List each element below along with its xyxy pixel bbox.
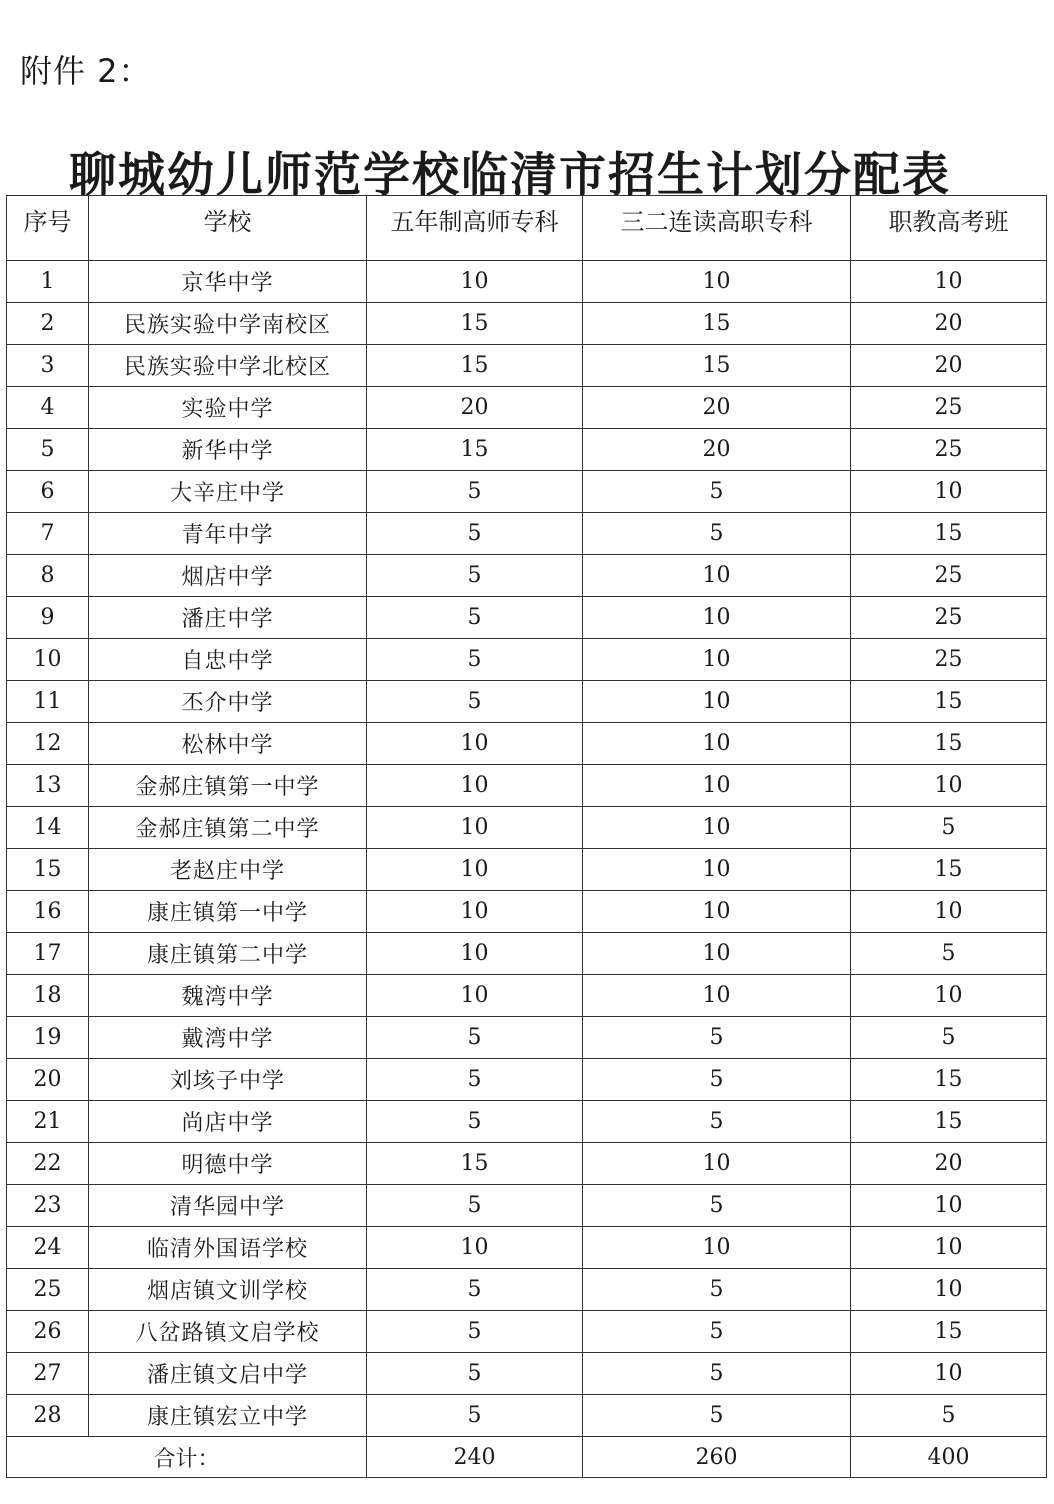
row-index: 2 <box>7 303 89 345</box>
three-two-count: 10 <box>583 975 851 1017</box>
table-row <box>7 1395 1047 1437</box>
vocational-exam-count: 25 <box>851 555 1047 597</box>
three-two-count: 15 <box>583 303 851 345</box>
row-index: 5 <box>7 429 89 471</box>
vocational-exam-count: 5 <box>851 1017 1047 1059</box>
school-name: 烟店中学 <box>89 555 367 597</box>
five-year-count: 5 <box>367 513 583 555</box>
table-row <box>7 345 1047 387</box>
three-two-count: 20 <box>583 387 851 429</box>
vocational-exam-count: 10 <box>851 261 1047 303</box>
three-two-count: 10 <box>583 849 851 891</box>
header-school: 学校 <box>89 196 367 261</box>
row-index: 24 <box>7 1227 89 1269</box>
five-year-count: 5 <box>367 1395 583 1437</box>
row-index: 21 <box>7 1101 89 1143</box>
school-name: 青年中学 <box>89 513 367 555</box>
vocational-exam-count: 20 <box>851 345 1047 387</box>
five-year-count: 5 <box>367 1311 583 1353</box>
row-index: 27 <box>7 1353 89 1395</box>
three-two-count: 5 <box>583 1311 851 1353</box>
five-year-count: 5 <box>367 639 583 681</box>
vocational-exam-count: 10 <box>851 975 1047 1017</box>
five-year-count: 5 <box>367 1017 583 1059</box>
school-name: 自忠中学 <box>89 639 367 681</box>
vocational-exam-count: 15 <box>851 1311 1047 1353</box>
school-name: 丕介中学 <box>89 681 367 723</box>
three-two-count: 5 <box>583 513 851 555</box>
three-two-count: 5 <box>583 1017 851 1059</box>
school-name: 松林中学 <box>89 723 367 765</box>
vocational-exam-count: 10 <box>851 891 1047 933</box>
vocational-exam-count: 5 <box>851 1395 1047 1437</box>
row-index: 6 <box>7 471 89 513</box>
three-two-count: 10 <box>583 807 851 849</box>
school-name: 康庄镇宏立中学 <box>89 1395 367 1437</box>
school-name: 金郝庄镇第一中学 <box>89 765 367 807</box>
school-name: 烟店镇文训学校 <box>89 1269 367 1311</box>
vocational-exam-count: 25 <box>851 429 1047 471</box>
five-year-count: 15 <box>367 1143 583 1185</box>
five-year-count: 10 <box>367 765 583 807</box>
header-vocational-exam: 职教高考班 <box>851 196 1047 261</box>
table-row <box>7 807 1047 849</box>
three-two-count: 5 <box>583 1059 851 1101</box>
school-name: 金郝庄镇第二中学 <box>89 807 367 849</box>
table-row <box>7 1227 1047 1269</box>
three-two-count: 10 <box>583 933 851 975</box>
five-year-count: 5 <box>367 1269 583 1311</box>
five-year-count: 5 <box>367 1059 583 1101</box>
five-year-count: 5 <box>367 597 583 639</box>
three-two-count: 20 <box>583 429 851 471</box>
five-year-count: 10 <box>367 891 583 933</box>
three-two-count: 5 <box>583 1353 851 1395</box>
table-row <box>7 765 1047 807</box>
header-three-two: 三二连读高职专科 <box>583 196 851 261</box>
row-index: 9 <box>7 597 89 639</box>
school-name: 八岔路镇文启学校 <box>89 1311 367 1353</box>
five-year-count: 15 <box>367 429 583 471</box>
school-name: 大辛庄中学 <box>89 471 367 513</box>
three-two-count: 5 <box>583 1185 851 1227</box>
vocational-exam-count: 15 <box>851 513 1047 555</box>
table-row <box>7 1269 1047 1311</box>
school-name: 京华中学 <box>89 261 367 303</box>
header-five-year: 五年制高师专科 <box>367 196 583 261</box>
row-index: 1 <box>7 261 89 303</box>
row-index: 8 <box>7 555 89 597</box>
table-row <box>7 1185 1047 1227</box>
table-header-row <box>7 196 1047 261</box>
total-label: 合计： <box>7 1437 367 1478</box>
five-year-count: 5 <box>367 1101 583 1143</box>
school-name: 民族实验中学北校区 <box>89 345 367 387</box>
school-name: 老赵庄中学 <box>89 849 367 891</box>
table-row <box>7 975 1047 1017</box>
three-two-count: 10 <box>583 765 851 807</box>
five-year-count: 15 <box>367 345 583 387</box>
row-index: 3 <box>7 345 89 387</box>
table-row <box>7 723 1047 765</box>
total-row <box>7 1437 1047 1478</box>
five-year-count: 5 <box>367 681 583 723</box>
five-year-count: 15 <box>367 303 583 345</box>
five-year-count: 5 <box>367 1353 583 1395</box>
table-row <box>7 1353 1047 1395</box>
five-year-count: 10 <box>367 807 583 849</box>
table-row <box>7 891 1047 933</box>
page-title: 聊城幼儿师范学校临清市招生计划分配表 <box>69 148 951 203</box>
school-name: 实验中学 <box>89 387 367 429</box>
total-vocational-exam: 400 <box>851 1437 1047 1478</box>
school-name: 尚店中学 <box>89 1101 367 1143</box>
vocational-exam-count: 20 <box>851 1143 1047 1185</box>
school-name: 康庄镇第二中学 <box>89 933 367 975</box>
table-row <box>7 639 1047 681</box>
vocational-exam-count: 5 <box>851 807 1047 849</box>
five-year-count: 5 <box>367 555 583 597</box>
five-year-count: 5 <box>367 471 583 513</box>
vocational-exam-count: 5 <box>851 933 1047 975</box>
three-two-count: 10 <box>583 1227 851 1269</box>
three-two-count: 10 <box>583 891 851 933</box>
school-name: 潘庄镇文启中学 <box>89 1353 367 1395</box>
vocational-exam-count: 15 <box>851 723 1047 765</box>
five-year-count: 5 <box>367 1185 583 1227</box>
vocational-exam-count: 15 <box>851 849 1047 891</box>
school-name: 刘垓子中学 <box>89 1059 367 1101</box>
table-row <box>7 1311 1047 1353</box>
row-index: 10 <box>7 639 89 681</box>
table-row <box>7 429 1047 471</box>
row-index: 25 <box>7 1269 89 1311</box>
table-row <box>7 933 1047 975</box>
table-row <box>7 597 1047 639</box>
three-two-count: 10 <box>583 639 851 681</box>
three-two-count: 10 <box>583 597 851 639</box>
attachment-label: 附件 2： <box>20 52 152 90</box>
table-row <box>7 849 1047 891</box>
three-two-count: 10 <box>583 723 851 765</box>
vocational-exam-count: 15 <box>851 681 1047 723</box>
vocational-exam-count: 10 <box>851 1185 1047 1227</box>
three-two-count: 10 <box>583 1143 851 1185</box>
three-two-count: 10 <box>583 555 851 597</box>
vocational-exam-count: 10 <box>851 471 1047 513</box>
school-name: 临清外国语学校 <box>89 1227 367 1269</box>
five-year-count: 20 <box>367 387 583 429</box>
school-name: 新华中学 <box>89 429 367 471</box>
row-index: 11 <box>7 681 89 723</box>
three-two-count: 5 <box>583 1269 851 1311</box>
school-name: 康庄镇第一中学 <box>89 891 367 933</box>
vocational-exam-count: 25 <box>851 597 1047 639</box>
three-two-count: 5 <box>583 1101 851 1143</box>
five-year-count: 10 <box>367 723 583 765</box>
enrollment-plan-table <box>6 195 1047 1478</box>
row-index: 17 <box>7 933 89 975</box>
school-name: 戴湾中学 <box>89 1017 367 1059</box>
school-name: 民族实验中学南校区 <box>89 303 367 345</box>
three-two-count: 10 <box>583 681 851 723</box>
vocational-exam-count: 20 <box>851 303 1047 345</box>
five-year-count: 10 <box>367 849 583 891</box>
table-row <box>7 303 1047 345</box>
three-two-count: 5 <box>583 1395 851 1437</box>
school-name: 潘庄中学 <box>89 597 367 639</box>
vocational-exam-count: 10 <box>851 1269 1047 1311</box>
row-index: 4 <box>7 387 89 429</box>
school-name: 魏湾中学 <box>89 975 367 1017</box>
table-row <box>7 555 1047 597</box>
three-two-count: 10 <box>583 261 851 303</box>
school-name: 清华园中学 <box>89 1185 367 1227</box>
row-index: 18 <box>7 975 89 1017</box>
row-index: 19 <box>7 1017 89 1059</box>
three-two-count: 5 <box>583 471 851 513</box>
five-year-count: 10 <box>367 1227 583 1269</box>
table-row <box>7 1143 1047 1185</box>
row-index: 15 <box>7 849 89 891</box>
row-index: 12 <box>7 723 89 765</box>
row-index: 22 <box>7 1143 89 1185</box>
table-row <box>7 681 1047 723</box>
table-row <box>7 1101 1047 1143</box>
table-row <box>7 471 1047 513</box>
table-row <box>7 513 1047 555</box>
vocational-exam-count: 15 <box>851 1101 1047 1143</box>
table-row <box>7 387 1047 429</box>
vocational-exam-count: 10 <box>851 765 1047 807</box>
school-name: 明德中学 <box>89 1143 367 1185</box>
vocational-exam-count: 15 <box>851 1059 1047 1101</box>
row-index: 13 <box>7 765 89 807</box>
five-year-count: 10 <box>367 975 583 1017</box>
table-row <box>7 1059 1047 1101</box>
five-year-count: 10 <box>367 261 583 303</box>
row-index: 14 <box>7 807 89 849</box>
vocational-exam-count: 10 <box>851 1227 1047 1269</box>
row-index: 28 <box>7 1395 89 1437</box>
table-row <box>7 261 1047 303</box>
vocational-exam-count: 25 <box>851 639 1047 681</box>
vocational-exam-count: 10 <box>851 1353 1047 1395</box>
row-index: 20 <box>7 1059 89 1101</box>
row-index: 23 <box>7 1185 89 1227</box>
five-year-count: 10 <box>367 933 583 975</box>
header-index: 序号 <box>7 196 89 261</box>
row-index: 16 <box>7 891 89 933</box>
total-three-two: 260 <box>583 1437 851 1478</box>
row-index: 26 <box>7 1311 89 1353</box>
three-two-count: 15 <box>583 345 851 387</box>
vocational-exam-count: 25 <box>851 387 1047 429</box>
row-index: 7 <box>7 513 89 555</box>
total-five-year: 240 <box>367 1437 583 1478</box>
table-row <box>7 1017 1047 1059</box>
